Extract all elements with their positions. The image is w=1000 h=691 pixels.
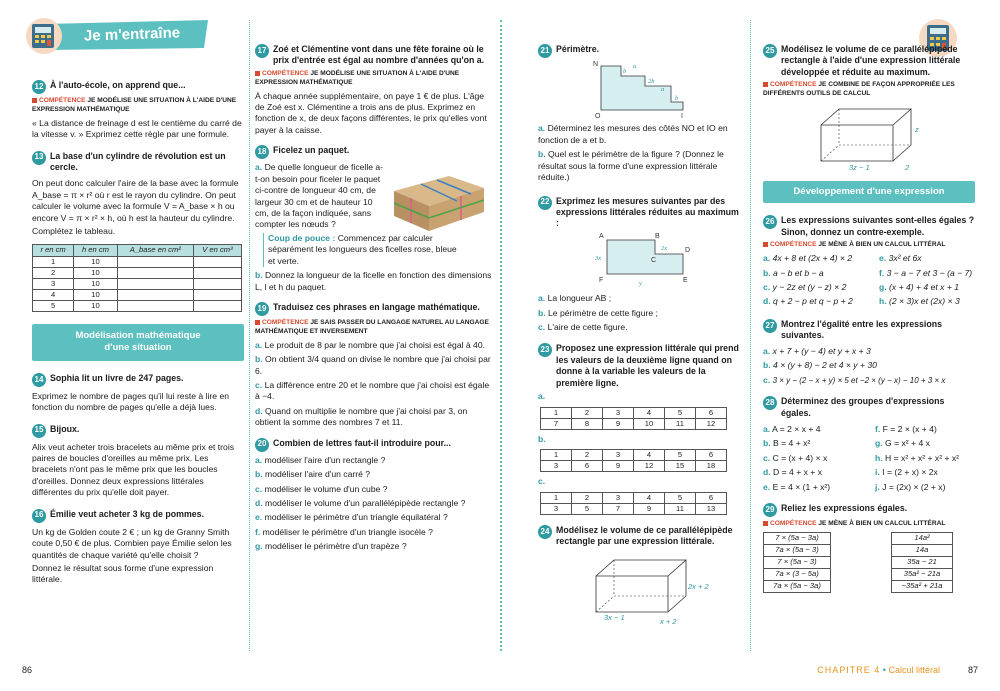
exercise-18-body: a. De quelle longueur de ficelle a-t-on besoin pour ficeler le paquet ci-contre de longueur 40 cm, de largeur 30 cm et de hauteur 10 cm, de la façon indiquée, sans compter les nœuds ? Coup de pouce : Commencez par calculer séparément les longueurs des ficelles rose, bleue et verte. b. Donnez la longueur de la ficelle en fonction des dimensions L, l et h du paquet. [255,162,492,292]
ex21-item-b: b. Quel est le périmètre de la figure ? (Donnez le résultat sous la forme d'une expression littérale réduite.) [538,149,724,183]
svg-text:2b: 2b [648,78,655,85]
ex19-item-b: b. On obtient 3/4 quand on divise le nombre que j'ai choisi par 6. [255,354,491,376]
column-3 [538,44,743,624]
ex22-item-a: a. La longueur AB ; [538,293,612,304]
ex20-item-a: a. modéliser l'aire d'un rectangle ? [255,454,386,465]
exercise-12-text: « La distance de freinage d est le centième du carré de la vitesse v. » Exprimez cette règle par une formule. [32,117,242,140]
ex19-item-c: c. La différence entre 20 et le nombre que j'ai choisi est égale à −4. [255,380,490,402]
ex27-list: a. x + 7 + (y − 4) et y + x + 3 b. 4 × (y + 8) − 2 et 4 × y + 30 c. 3 × y − (2 − x + y) × 5 et −2 × (y − x) − 10 + 3 × x [763,345,946,385]
ex29-right [891,532,953,593]
svg-text:y: y [639,279,642,287]
exercise-15-text: Alix veut acheter trois bracelets au même prix et trois paires de boucles d'oreilles au même prix. Les bracelets n'ont pas le même prix que les boucles d'oreilles. Donnez deux expressions littérales différentes du prix qu'elle doit payer. [32,441,235,498]
banner-title: Je m'entraîne [83,24,181,45]
ex20-item-d: d. modéliser le volume d'un parallélépipède rectangle ? [255,497,466,508]
ex23-table-c: 1 2 3 4 5 6 3 5 7 9 11 13 [540,492,727,515]
ex20-list [255,455,495,553]
ex28-grid: a. A = 2 × x + 4 f. F = 2 × (x + 4) b. B = 4 + x² g. G = x² + 4 x c. C = (x + 4) × x h. H = x² + x² + x² + x² d. D = 4 + x + x i. I = (2 + x) × 2x e. E = 4 × (1 + x²) j. J = (2x) × (2 + x) [763,423,960,492]
ex23-label-a: a. [538,391,546,402]
right-expression[interactable]: 14a [892,544,953,556]
ex22-item-c: c. L'aire de cette figure. [538,322,628,333]
banner [22,16,210,54]
competence-26: COMPÉTENCE JE MÈNE À BIEN UN CALCUL LITTÉRAL [763,241,975,250]
exercise-17: 17 Zoé et Clémentine vont dans une fête foraine où le prix d'entrée est égal au nombre d'années qu'on a. [255,44,495,67]
box-figure-25: z 3z − 1 2 [815,103,935,173]
competence-19: COMPÉTENCE JE SAIS PASSER DU LANGAGE NATUREL AU LANGAGE MATHÉMATIQUE ET INVERSEMENT [255,318,489,335]
box-figure-24: 2x + 2 3x − 1 x + 2 [590,554,710,624]
svg-text:O: O [595,113,601,120]
section-modelisation: Modélisation mathématique d'une situation [32,324,244,361]
svg-text:B: B [655,232,660,240]
exercise-14: 14 Sophia lit un livre de 247 pages. [32,373,244,387]
exercise-22: 22 Exprimez les mesures suivantes par des expressions littérales réduites au maximum : [538,196,743,230]
svg-text:2x: 2x [661,244,668,252]
right-expression[interactable]: 35a² − 21a [892,568,953,580]
svg-text:D: D [685,246,691,254]
page-number-left: 86 [22,665,33,676]
stair-figure [593,58,713,120]
competence-29: COMPÉTENCE JE MÈNE À BIEN UN CALCUL LITTÉRAL [763,520,975,529]
competence-12: COMPÉTENCE JE MODÉLISE UNE SITUATION À L'AIDE D'UNE EXPRESSION MATHÉMATIQUE [32,97,237,113]
svg-text:a: a [661,86,665,93]
left-expression[interactable]: 7a × (3 − 5a) [764,568,831,580]
exercise-21: 21 Périmètre. [538,44,743,58]
column-1 [32,80,244,588]
exercise-28: 28 Déterminez des groupes d'expressions égales. [763,396,975,419]
svg-text:I: I [681,113,683,120]
exercise-29: 29 Reliez les expressions égales. [763,503,975,517]
left-expression[interactable]: 7 × (5a − 3a) [764,532,831,544]
svg-text:C: C [651,256,657,264]
left-expression[interactable]: 7a × (5a − 3) [764,544,831,556]
exercise-23: 23 Proposez une expression littérale qui prend les valeurs de la deuxième ligne quand on donne à la variable les valeurs de la première ligne. [538,343,743,389]
ex23-table-b: 1 2 3 4 5 6 3 6 9 12 15 18 [540,449,727,472]
svg-text:F: F [599,276,604,284]
right-expression[interactable]: −35a² + 21a [892,580,953,592]
left-expression[interactable]: 7 × (5a − 3) [764,556,831,568]
competence-25: COMPÉTENCE JE COMBINE DE FAÇON APPROPRIÉE LES DIFFÉRENTS OUTILS DE CALCUL [763,81,955,98]
exercise-20: 20 Combien de lettres faut-il introduire pour... [255,438,495,452]
ex20-item-c: c. modéliser le volume d'un cube ? [255,483,388,494]
exercise-27: 27 Montrez l'égalité entre les expressions suivantes. [763,319,975,342]
exercise-25: 25 Modélisez le volume de ce parallélépipède rectangle à l'aide d'une expression littérale développée et réduite au maximum. [763,44,975,78]
ex20-item-e: e. modéliser le périmètre d'un triangle équilatéral ? [255,512,448,523]
exercise-24: 24 Modélisez le volume de ce parallélépipède rectangle par une expression littérale. [538,525,743,548]
exercise-12: 12 À l'auto-école, on apprend que... [32,80,244,94]
right-expression[interactable]: 14a² [892,532,953,544]
ex20-item-g: g. modéliser le périmètre d'un trapèze ? [255,541,407,552]
exercise-13: 13 La base d'un cylindre de révolution est un cercle. [32,151,244,174]
left-expression[interactable]: 7a × (5a − 3a) [764,580,831,592]
right-expression[interactable]: 35a − 21 [892,556,953,568]
svg-text:b: b [675,95,679,102]
exercise-17-text: À chaque année supplémentaire, on paye 1 € de plus. L'âge de Zoé est x. Clémentine a trois ans de plus. Exprimez en fonction de x, de deux façons différentes, le prix qu'elles vont payer à la caisse. [255,90,487,135]
cylinder-table: r en cm h en cm A_base en cm² V en cm³ 1 10 2 10 3 10 4 10 5 10 [32,244,242,312]
svg-text:E: E [683,276,688,284]
column-4 [763,44,975,593]
exercise-16: 16 Émilie veut acheter 3 kg de pommes. [32,509,244,523]
footer-chapter: CHAPITRE 4 • Calcul littéral [817,665,940,676]
exercise-16-text: Un kg de Golden coute 2 € ; un kg de Granny Smith coute 0,50 € de plus. Combien paye Émilie selon les quantités de chaque variété qu'elle choisit ? [32,526,232,560]
ex26-grid: a. 4x + 8 et (2x + 4) × 2 e. 3x² et 6x b. a − b et b − a f. 3 − a − 7 et 3 − (a − 7) c. y − 2z et (y − z) × 2 g. (x + 4) + 4 et x + 1 d. q + 2 − p et q − p + 2 h. (2 × 3)x et (2x) × 3 [763,253,973,307]
exercise-14-text: Exprimez le nombre de pages qu'il lui reste à lire en fonction du nombre de pages qu'elle a déjà lues. [32,390,230,413]
svg-text:N: N [593,61,599,68]
competence-17: COMPÉTENCE JE MODÉLISE UNE SITUATION À L'AIDE D'UNE EXPRESSION MATHÉMATIQUE [255,69,460,86]
exercise-18: 18 Ficelez un paquet. [255,145,495,159]
svg-text:b: b [623,68,627,75]
column-2 [255,44,495,556]
exercise-13-text: On peut donc calculer l'aire de la base avec la formule A_base = π × r² où r est le rayon du cylindre. On peut calculer le volume avec la formule V = A_base × h ou encore V = π × r² × h, où h est la hauteur du cylindre. [32,178,239,223]
ex19-item-d: d. Quand on multiplie le nombre que j'ai choisi par 3, on obtient la somme des nombres 7 et 11. [255,405,468,428]
svg-text:A: A [599,232,604,240]
exercise-16-text2: Donnez le résultat sous forme d'une expression littérale. [32,562,214,585]
ex23-label-c: c. [538,476,546,487]
section-developpement: Développement d'une expression [763,181,975,203]
ex20-item-b: b. modéliser l'aire d'un carré ? [255,469,371,480]
ex23-table-a: 1 2 3 4 5 6 7 8 9 10 11 12 [540,407,727,430]
ex20-item-f: f. modéliser le périmètre d'un triangle isocèle ? [255,526,433,537]
ex29-left [763,532,831,593]
ex19-item-a: a. Le produit de 8 par le nombre que j'ai choisi est égal à 40. [255,339,486,350]
exercise-26: 26 Les expressions suivantes sont-elles égales ? Sinon, donnez un contre-exemple. [763,215,975,238]
exercise-13-instruction: Complétez le tableau. [32,226,116,237]
ex23-label-b: b. [538,433,546,444]
svg-text:a: a [633,63,637,70]
ex29-match [763,532,953,593]
composite-figure [593,230,723,290]
ex22-item-b: b. Le périmètre de cette figure ; [538,307,658,318]
ex21-item-a: a. Déterminez les mesures des côtés NO et IO en fonction de a et b. [538,123,728,145]
exercise-19: 19 Traduisez ces phrases en langage mathématique. [255,302,495,316]
svg-text:3x: 3x [595,254,602,262]
parcel-illustration [389,166,489,236]
exercise-15: 15 Bijoux. [32,424,244,438]
page-number-right: 87 [967,665,978,676]
